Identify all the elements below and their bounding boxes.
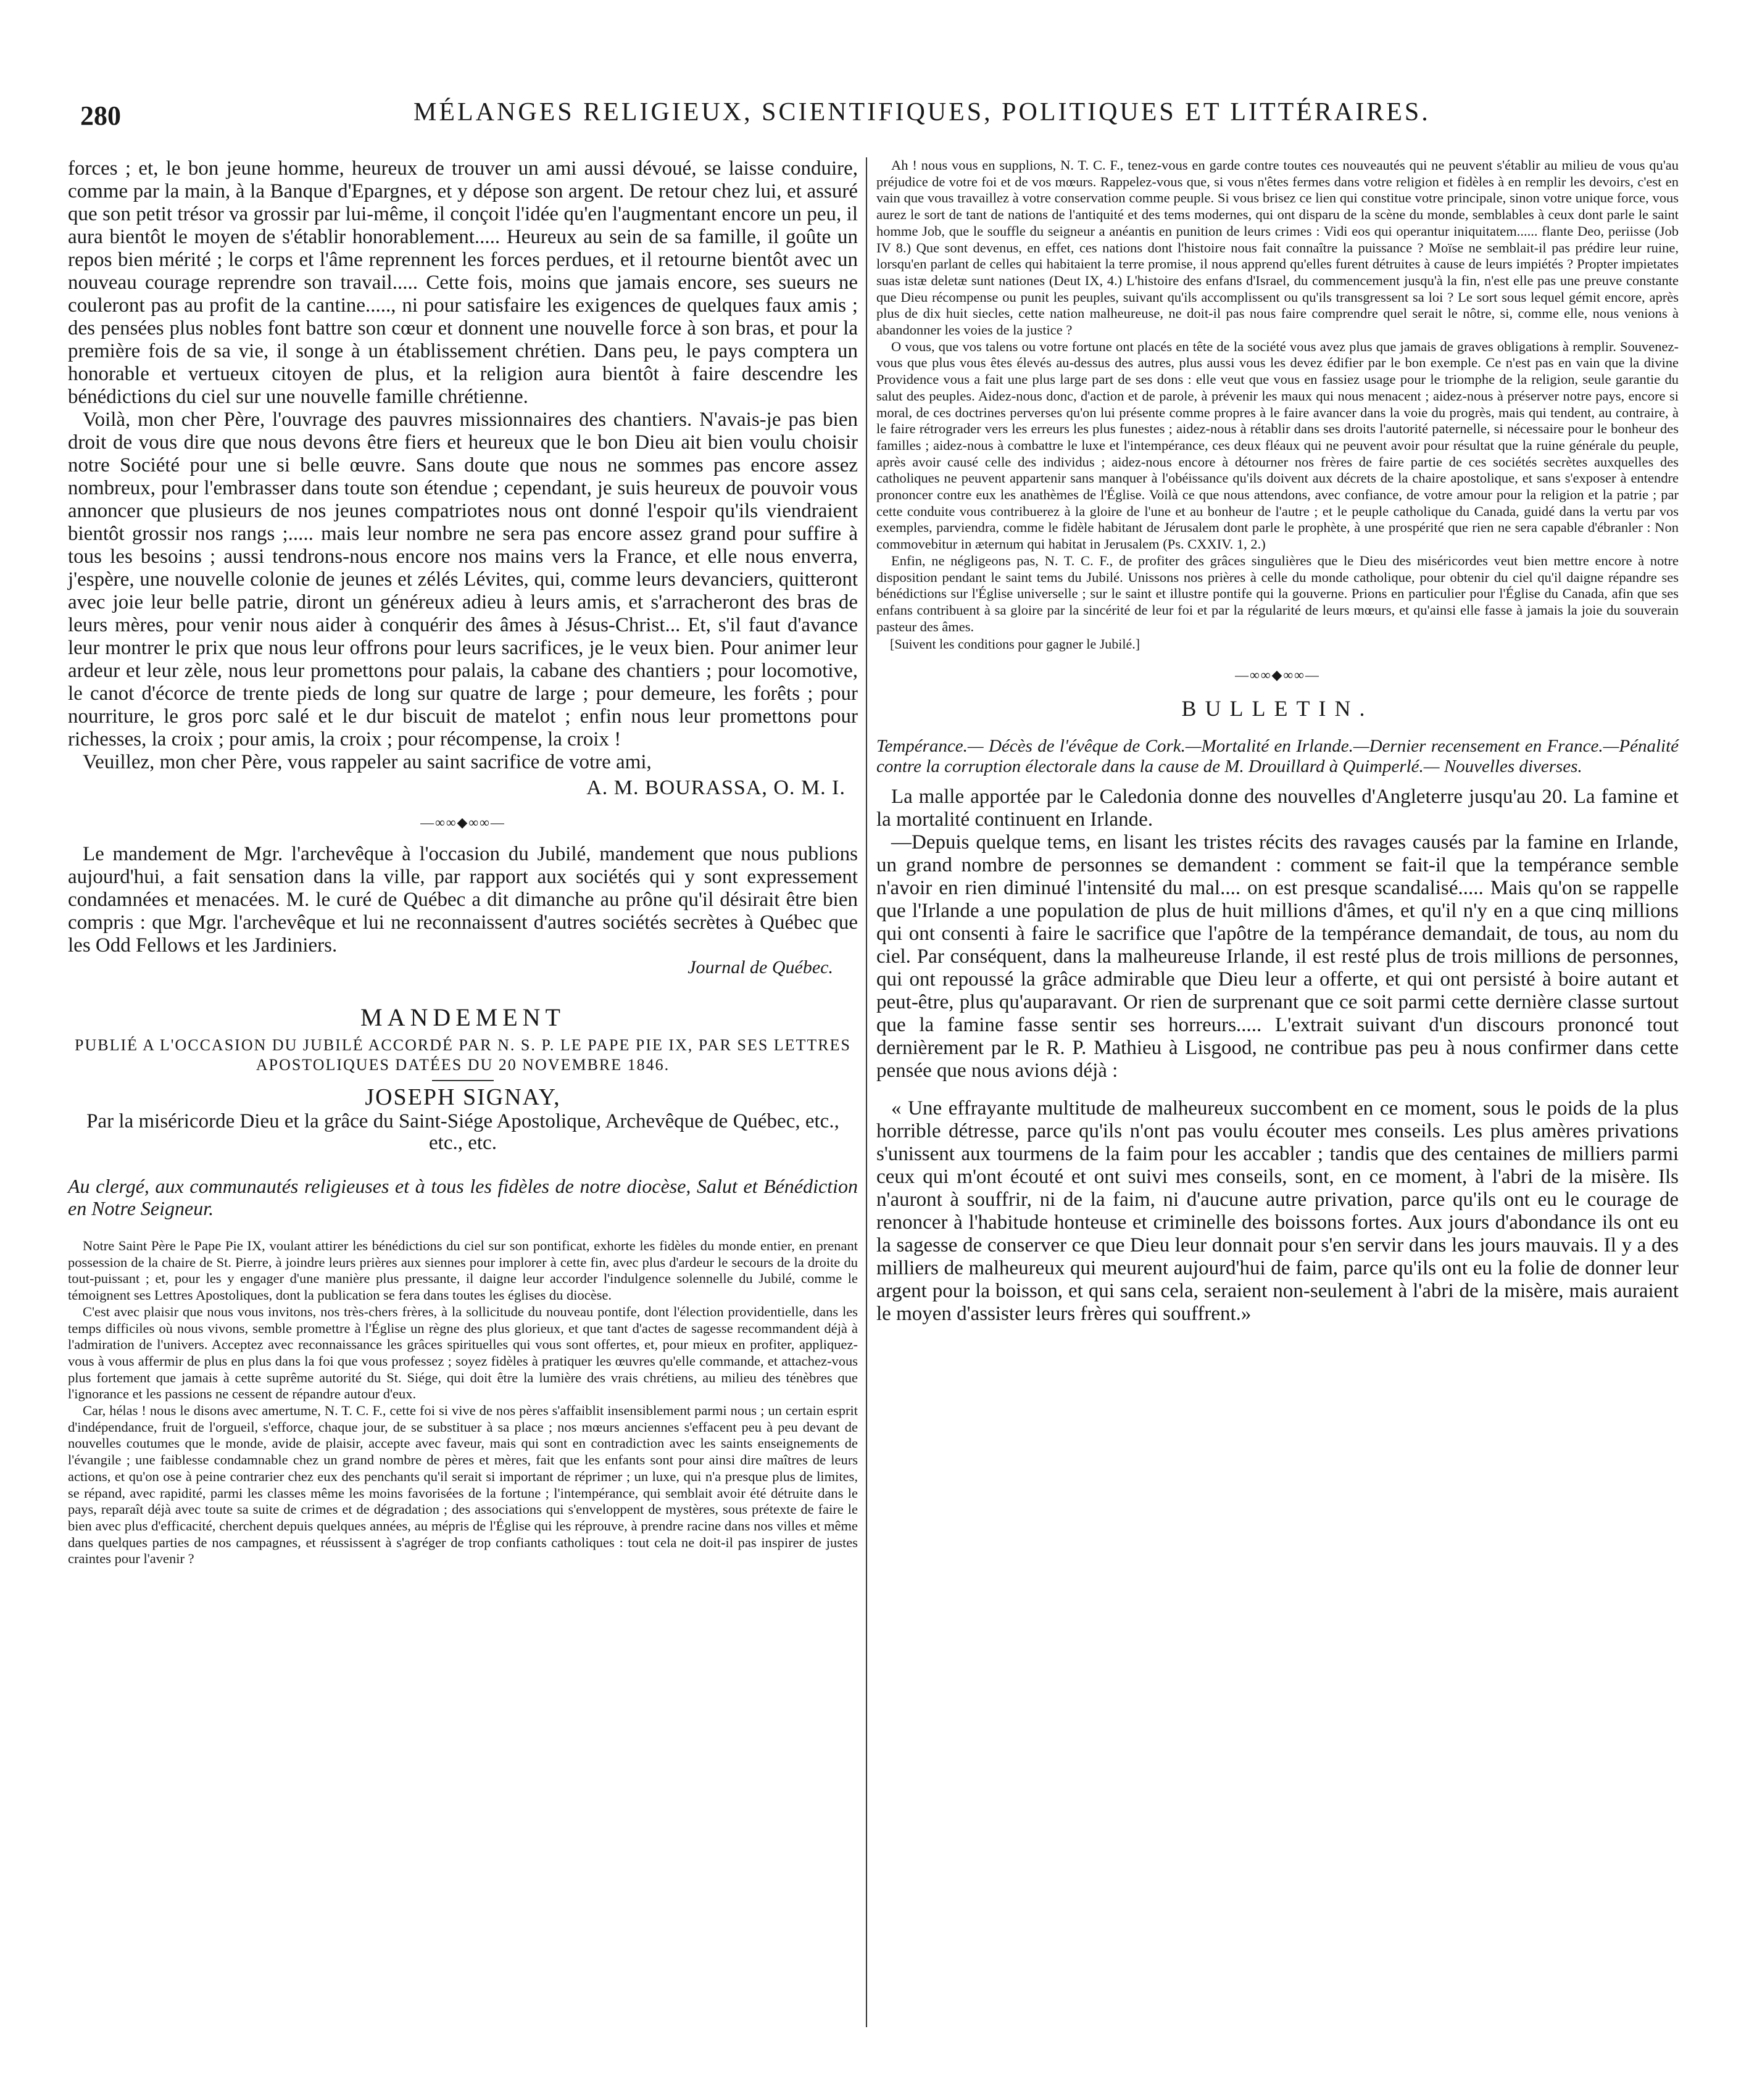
left-column (68, 157, 858, 1567)
mandement-paragraph: O vous, que vos talens ou votre fortune ont placés en tête de la société vous avez plus que jamais de graves obligations à remplir. Souvenez-vous que plus vous êtes élevés au-dessus des autres, plus aussi vous les devez édifier par le bon exemple. Ce n'est pas en vain que la divine Providence vous a fait une plus large part de ses dons : elle veut que vous en fassiez usage pour le triomphe de la religion, seule garantie du salut des peuples. Aidez-nous donc, d'action et de parole, à prévenir les maux qui nous menacent ; aidez-nous à préserver notre pays, encore si moral, de ces doctrines perverses qu'on lui présente comme propres à le faire avancer dans la voie du progrès, mais qui tendent, au contraire, à le faire rétrograder vers les erreurs les plus funestes ; aidez-nous à rétablir dans ses droits l'autorité paternelle, si nécessaire pour le bonheur des familles ; aidez-nous à combattre le luxe et l'intempérance, ces deux fléaux qui ne peuvent avoir pour résultat que la ruine générale du peuple, après avoir causé celle des individus ; aidez-nous encore à détourner nos frères de faire partie de ces sociétés secrètes auxquelles des catholiques ne peuvent appartenir sans manquer à l'obéissance qu'ils doivent aux décrets de la chaire apostolique, et sans s'exposer à entendre prononcer contre eux les anathèmes de l'Église. Voilà ce que nous attendons, avec confiance, de votre amour pour la religion et la patrie ; par cette conduite vous contribuerez à la gloire de l'une et au bonheur de l'autre ; et le peuple catholique du Canada, guidé dans la vertu par vos exemples, parviendra, comme le fidèle habitant de Jérusalem dont parle le prophète, à une prospérité que rien ne sera capable d'ébranler : Non commovebitur in æternum qui habitat in Jerusalem (Ps. CXXIV. 1, 2.) (876, 338, 1679, 552)
source-attribution: Journal de Québec. (688, 957, 833, 977)
letter-paragraph: Veuillez, mon cher Père, vous rappeler au saint sacrifice de votre ami, (83, 751, 652, 773)
bulletin-summary: Tempérance.— Décès de l'évêque de Cork.—Mortalité en Irlande.—Dernier recensement en France.—Pénalité contre la corruption électorale dans la cause de M. Drouillard à Quimperlé.— Nouvelles diverses. (876, 736, 1679, 777)
page-number: 280 (80, 101, 121, 131)
author-title: Par la miséricorde Dieu et la grâce du Saint-Siége Apostolique, Archevêque de Québec, etc., etc., etc. (86, 1110, 839, 1154)
letter-paragraph: Voilà, mon cher Père, l'ouvrage des pauvres missionnaires des chantiers. N'avais-je pas bien droit de vous dire que nous devons être fiers et heureux que le bon Dieu ait bien voulu choisir notre Société pour une si belle œuvre. Sans doute que nous ne sommes pas encore assez nombreux, pour l'embrasser dans toute son étendue ; cependant, je suis heureux de pouvoir vous annoncer que plusieurs de nos jeunes compatriotes nous ont donné l'espoir qu'ils viendraient bientôt grossir nos rangs ;..... mais leur nombre ne sera pas encore assez grand pour suffire à tous les besoins ; aussi tendrons-nous encore nos mains vers la France, et elle nous enverra, j'espère, une nouvelle colonie de jeunes et zélés Lévites, qui, comme leurs devanciers, quitteront avec joie leur belle patrie, diront un généreux adieu à leurs amis, et s'arracheront des bras de leurs mères, pour venir nous aider à conquérir des âmes à Jésus-Christ... Et, s'il faut d'avance leur montrer le prix que nous leur offrons pour leurs sacrifices, je le veux bien. Pour animer leur ardeur et leur zèle, nous leur promettons pour palais, la cabane des chantiers ; pour locomotive, le canot d'écorce de trente pieds de long sur quatre de large ; pour demeure, les forêts ; pour nourriture, le gros porc salé et le dur biscuit de matelot ; enfin nous leur promettons pour richesses, la croix ; pour amis, la croix ; pour récompense, la croix ! (68, 409, 858, 750)
mandement-heading: MANDEMENT (360, 1003, 565, 1031)
author-heading: JOSEPH SIGNAY, (365, 1084, 561, 1110)
column-divider (866, 157, 867, 2027)
mandement-paragraph: Ah ! nous vous en supplions, N. T. C. F., tenez-vous en garde contre toutes ces nouveautés qui ne peuvent s'établir au milieu de vous qu'au préjudice de votre foi et de vos mœurs. Rappelez-vous que, si vous n'êtes fermes dans votre religion et fidèles à en remplir les devoirs, c'est en vain que vous travaillez à votre conservation comme peuple. Si vous brisez ce lien qui constitue votre principale, sinon votre unique force, vous aurez le sort de tant de nations de l'antiquité et des tems modernes, qui ont disparu de la scène du monde, semblables à ceux dont parle le saint homme Job, que le souffle du seigneur a anéantis en punition de leurs crimes : Vidi eos qui operantur iniquitatem...... flante Deo, periisse (Job IV 8.) Que sont devenus, en effet, ces nations dont l'histoire nous fait connaître la puissance ? Moïse ne semblait-il pas prédire leur ruine, lorsqu'en parlant de celles qui habitaient la terre promise, il nous apprend qu'elles furent détruites à cause de leurs impiétés ? Propter impietates suas istæ deletæ sunt nationes (Deut IX, 4.) L'histoire des enfans d'Israel, du commencement jusqu'à la fin, n'est elle pas une preuve constante que Dieu récompense ou punit les peuples, suivant qu'ils accomplissent ou qu'ils transgressent sa loi ? Le sort sous lequel gémit encore, après plus de dix huit siecles, cette nation malheureuse, ne doit-il pas nous faire comprendre quel serait le nôtre, si, comme elle, nous venions à abandonner les voies de la justice ? (876, 157, 1679, 338)
mandement-paragraph: C'est avec plaisir que nous vous invitons, nos très-chers frères, à la sollicitude du nouveau pontife, dont l'élection providentielle, dans les temps difficiles où nous vivons, semble promettre à l'Église un règne des plus glorieux, et que tant d'actes de sagesse recommandent déjà à l'admiration de l'univers. Acceptez avec reconnaissance les grâces spirituelles qui vous sont offertes, et, pour mieux en profiter, appliquez-vous à vous affermir de plus en plus dans la foi que vous professez ; soyez fidèles à pratiquer les œuvres qu'elle commande, et attachez-vous plus fortement que jamais à cette suprême autorité du St. Siége, qui doit être la lumière des vrais chrétiens, au milieu des ténèbres que l'ignorance et les passions ne cessent de répandre autour d'eux. (68, 1303, 858, 1402)
mandement-paragraph: Car, hélas ! nous le disons avec amertume, N. T. C. F., cette foi si vive de nos pères s'affaiblit insensiblement parmi nous ; un certain esprit d'indépendance, fruit de l'orgueil, s'efforce, chaque jour, de se substituer à sa place ; nos mœurs anciennes s'effacent peu à peu devant de nouvelles coutumes que le monde, avide de plaisir, accepte avec faveur, mais qui sont en contradiction avec les saints enseignements de l'évangile ; une faiblesse condamnable chez un grand nombre de pères et mères, fait que les enfants sont pour ainsi dire maîtres de leurs actions, et qu'on ose à peine contrarier chez eux des penchants qu'il serait si important de réprimer ; un luxe, qui n'a presque plus de limites, se répand, avec rapidité, parmi les classes même les moins favorisées de la fortune ; l'intempérance, qui semblait avoir été détruite dans le pays, reparaît déjà avec toute sa suite de crimes et de dégradation ; des associations qui s'enveloppent de mystères, sous prétexte de faire le bien avec plus d'efficacité, cherchent depuis quelques années, au mépris de l'Église qui les réprouve, à prendre racine dans nos villes et même dans quelques parties de nos campagnes, et réussissent à s'agréger de trop confiants catholiques : tout cela ne doit-il pas inspirer de justes craintes pour l'avenir ? (68, 1403, 858, 1567)
short-rule (432, 1080, 494, 1081)
bulletin-heading: BULLETIN. (1181, 696, 1374, 721)
address-line: Au clergé, aux communautés religieuses et à tous les fidèles de notre diocèse, Salut et Bénédiction en Notre Seigneur. (68, 1175, 858, 1219)
mandement-subheading: PUBLIÉ A L'OCCASION DU JUBILÉ ACCORDÉ PAR N. S. P. LE PAPE PIE IX, PAR SES LETTRES APOSTOLIQUES DATÉES DU 20 NOVEMBRE 1846. (75, 1036, 851, 1074)
spacer (876, 1082, 1679, 1097)
letter-signature: A. M. BOURASSA, O. M. I. (586, 776, 845, 799)
news-paragraph: Le mandement de Mgr. l'archevêque à l'occasion du Jubilé, mandement que nous publions aujourd'hui, a fait sensation dans la ville, par rapport aux sociétés qui y sont expressement condamnées et menacées. M. le curé de Québec a dit dimanche au prône qu'il désirait être bien compris : que Mgr. l'archevêque et lui ne reconnaissent d'autres sociétés secrètes à Québec que les Odd Fellows et les Jardiniers. (68, 843, 858, 957)
bulletin-paragraph: La malle apportée par le Caledonia donne des nouvelles d'Angleterre jusqu'au 20. La famine et la mortalité continuent en Irlande. (876, 786, 1679, 831)
quoted-paragraph: « Une effrayante multitude de malheureux succombent en ce moment, sous le poids de la plus horrible détresse, parce qu'ils n'ont pas voulu écouter mes conseils. Les plus amères privations s'unissent aux tourmens de la faim pour les accabler ; tandis que des centaines de milliers parmi ceux qui m'ont écouté et ont suivi mes conseils, sont, en ce moment, à l'abri de la misère. Ils n'auront à souffrir, ni de la faim, ni d'aucune autre privation, parce qu'ils ont eu le courage de renoncer à l'habitude honteuse et criminelle des boissons fortes. Aux jours d'abondance ils ont eu la sagesse de conserver ce que Dieu leur donnait pour s'en servir dans les jours mauvais. Il y a des milliers de malheureux qui meurent aujourd'hui de faim, parce qu'ils ont eu la folie de donner leur argent pour la boisson, et qui sans cela, seraient non-seulement à l'abri de la misère, mais auraient le moyen d'assister leurs frères qui souffrent.» (876, 1097, 1679, 1326)
page-header (56, 93, 1672, 136)
mandement-paragraph: Notre Saint Père le Pape Pie IX, voulant attirer les bénédictions du ciel sur son pontificat, exhorte les fidèles du monde entier, en prenant possession de la chaire de St. Pierre, à joindre leurs prières aux siennes pour implorer à cette fin, avec plus d'ardeur le secours de la droite du tout-puissant ; et, pour les y engager d'une manière plus pressante, il daigne leur accorder l'indulgence solennelle du Jubilé, comme le témoignent ses Lettres Apostoliques, dont la publication se fera dans toutes les églises du diocèse. (68, 1238, 858, 1303)
running-title: MÉLANGES RELIGIEUX, SCIENTIFIQUES, POLITIQUES ET LITTÉRAIRES. (413, 98, 1431, 127)
mandement-paragraph: Enfin, ne négligeons pas, N. T. C. F., de profiter des grâces singulières que le Dieu des miséricordes veut bien mettre encore à notre disposition pendant le saint tems du Jubilé. Unissons nos prières à celle du monde catholique, pour obtenir du ciel qu'il daigne répandre ses bénédictions sur l'Église universelle ; sur le saint et illustre pontife qui la gouverne. Prions en particulier pour l'Église du Canada, afin que ses enfans contribuent à sa gloire par la sincérité de leur foi et par la régularité de leurs mœurs, et qu'ainsi elle fasse à jamais la joie du souverain pasteur des âmes. (876, 552, 1679, 634)
section-ornament: —∞∞◆∞∞— (420, 815, 505, 830)
letter-paragraph: forces ; et, le bon jeune homme, heureux de trouver un ami aussi dévoué, se laisse conduire, comme par la main, à la Banque d'Epargnes, et y dépose son argent. De retour chez lui, et assuré que son petit trésor va grossir par lui-même, il conçoit l'idée qu'en l'augmentant encore un peu, il aura bientôt le moyen de s'établir honorablement..... Heureux au sein de sa famille, il goûte un repos bien mérité ; le corps et l'âme reprennent les forces perdues, et il retourne bientôt avec un nouveau courage reprendre son travail..... Cette fois, moins que jamais encore, ses sueurs ne couleront pas au profit de la cantine....., ni pour satisfaire les exigences de quelques faux amis ; des pensées plus nobles font battre son cœur et donnent une nouvelle force à son bras, et pour la première fois de sa vie, il songe à un établissement chrétien. Dans peu, le pays comptera un honorable et vertueux citoyen de plus, et la religion aura bientôt à faire descendre les bénédictions du ciel sur une nouvelle famille chrétienne. (68, 157, 858, 408)
bracket-note: [Suivent les conditions pour gagner le Jubilé.] (890, 636, 1140, 652)
section-ornament: —∞∞◆∞∞— (1235, 667, 1320, 683)
right-column (876, 157, 1679, 1326)
bulletin-paragraph: —Depuis quelque tems, en lisant les tristes récits des ravages causés par la famine en Irlande, un grand nombre de personnes se demandent : comment se fait-il que la tempérance semble n'avoir en rien diminué l'intensité du mal.... on est presque scandalisé..... Mais qu'on se rappelle que l'Irlande a une population de plus de huit millions d'âmes, et qu'il n'y en a que cinq millions qui ont consenti à faire le sacrifice que l'apôtre de la tempérance demandait, de tous, au nom du ciel. Par conséquent, dans la malheureuse Irlande, il est resté plus de trois millions de personnes, qui ont repoussé la grâce admirable que Dieu leur a offerte, et qui ont persisté à boire autant et peut-être, plus qu'auparavant. Or rien de surprenant que ce soit parmi cette dernière classe surtout que la famine fasse sentir ses horreurs..... L'extrait suivant d'un discours prononcé tout dernièrement par le R. P. Mathieu à Lisgood, ne contribue pas peu à nous confirmer dans cette pensée que nous avions déjà : (876, 831, 1679, 1082)
